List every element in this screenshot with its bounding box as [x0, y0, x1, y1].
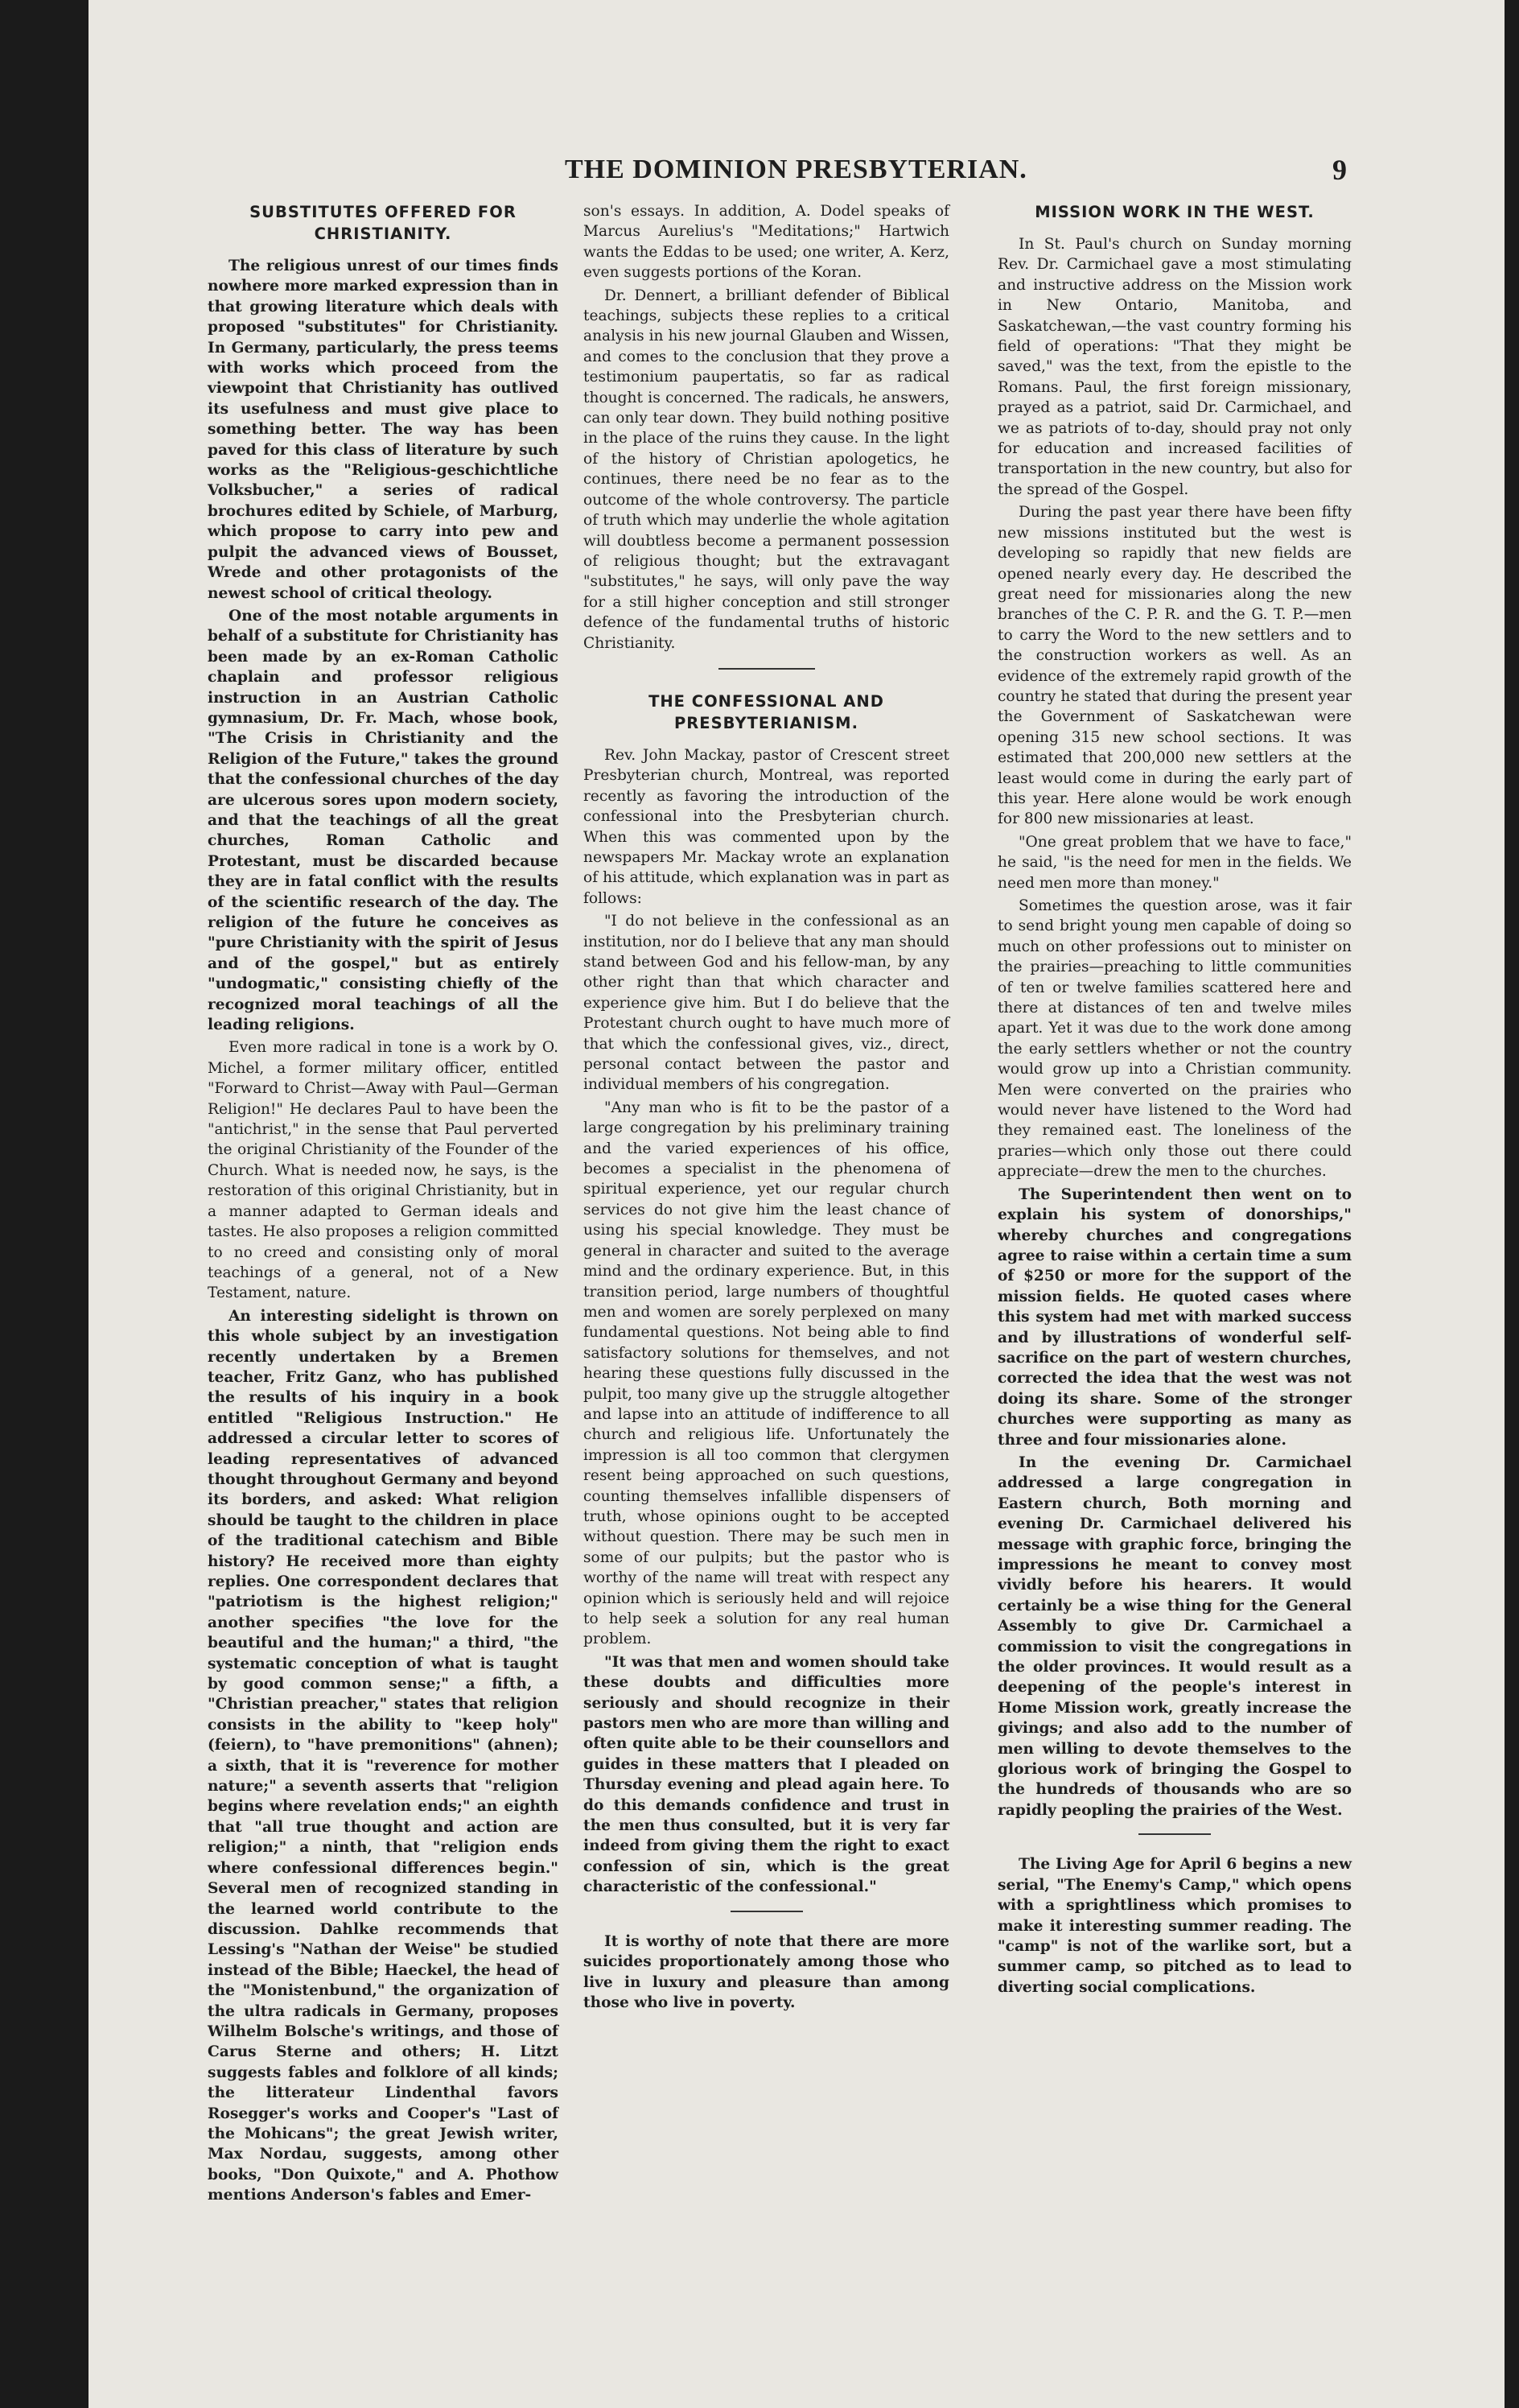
article-paragraph: Even more radical in tone is a work by O. Michel, a former military officer, entitled "Forward to Christ—Away with Paul—German Religion!" He declares Paul to have been the "antichrist," in the sense that Paul perverted the original Christianity of the Founder of the Church. What is needed now, he says, is the restoration of this original Christianity, but in a manner adapted to German ideals and tastes. He also proposes a religion committed to no creed and consisting only of moral teachings of a general, not of a New Testament, nature.: [208, 1039, 558, 1302]
article-paragraph: "Any man who is fit to be the pastor of a large congregation by his preliminary training and the varied experiences of his office, becomes a specialist in the phenomena of spiritual experience, yet our regular church services do not give him the least chance of using his special knowledge. They must be general in character and suited to the average mind and the ordinary experience. But, in this transition period, large numbers of thoughtful men and women are sorely perplexed on many fundamental questions. Not being able to find satisfactory solutions for themselves, and not hearing these questions fully discussed in the pulpit, too many give up the struggle altogether and lapse into an attitude of indifference to all church and religious life. Unfortunately the impression is all too common that clergymen resent being approached on such questions, counting themselves infallible dispensers of truth, whose opinions ought to be accepted without question. There may be such men in some of our pulpits; but the pastor who is worthy of the name will treat with respect any opinion which is seriously held and will rejoice to help seek a solution for any real human problem.: [583, 1099, 949, 1648]
article-paragraph: It is worthy of note that there are more suicides proportionately among those who live in luxury and pleasure than among those who live in poverty.: [583, 1932, 949, 2011]
article-paragraph: "It was that men and women should take these doubts and difficulties more seriously and should recognize in their pastors men who are more than willing and often quite able to be their counsellors and guides in these matters that I pleaded on Thursday evening and plead again here. To do this demands confidence and trust in the men thus consulted, but it is very far indeed from giving them the right to exact confession of sin, which is the great characteristic of the confessional.": [583, 1653, 949, 1896]
running-title: THE DOMINION PRESBYTERIAN.: [565, 155, 1027, 184]
article-paragraph: Dr. Dennert, a brilliant defender of Biblical teachings, subjects these replies to a critical analysis in his new journal Glauben and Wissen, and comes to the conclusion that they prove a testimonium paupertatis, so far as radical thought is concerned. The radicals, he answers, can only tear down. They build nothing positive in the place of the ruins they cause. In the light of the history of Christian apologetics, he continues, there need be no fear as to the outcome of the whole controversy. The particle of truth which may underlie the whole agitation will doubtless become a permanent possession of religious thought; but the extravagant "substitutes," he says, will only pave the way for a still higher conception and still stronger defence of the fundamental truths of historic Christianity.: [583, 287, 949, 652]
article-paragraph: The Superintendent then went on to explain his system of donorships," whereby churches and congregations agree to raise within a certain time a sum of $250 or more for the support of the mission fields. He quoted cases where this system had met with marked success and by illustrations of wonderful self-sacrifice on the part of western churches, corrected the idea that the west was not doing its share. Some of the stronger churches were supporting as many as three and four missionaries alone.: [998, 1185, 1352, 1449]
column-left: [208, 201, 558, 2208]
article-paragraph: The religious unrest of our times finds nowhere more marked expression than in that growing literature which deals with proposed "substitutes" for Christianity. In Germany, particularly, the press teems with works which proceed from the viewpoint that Christianity has outlived its usefulness and must give place to something better. The way has been paved for this class of literature by such works as the "Religious-geschichtliche Volksbucher," a series of radical brochures edited by Schiele, of Marburg, which propose to carry into pew and pulpit the advanced views of Bousset, Wrede and other protagonists of the newest school of critical theology.: [208, 258, 558, 602]
column-right: [998, 201, 1352, 2000]
article-paragraph: Sometimes the question arose, was it fair to send bright young men capable of doing so much on other professions out to minister on the prairies—preaching to little communities of ten or twelve families scattered here and there at distances of ten and twelve miles apart. Yet it was due to the work done among the early settlers whether or not the country would grow up into a Christian community. Men were converted on the prairies who would never have listened to the Word had they remained east. The loneliness of the praries—which only those out there could appreciate—drew the men to the churches.: [998, 897, 1352, 1181]
article-heading-substitutes: SUBSTITUTES OFFERED FOR CHRISTIANITY.: [249, 203, 517, 243]
article-paragraph: One of the most notable arguments in behalf of a substitute for Christianity has been made by an ex-Roman Catholic chaplain and professor religious instruction in an Austrian Catholic gymnasium, Dr. Fr. Mach, whose book, "The Crisis in Christianity and the Religion of the Future," takes the ground that the confessional churches of the day are ulcerous sores upon modern society, and that the teachings of all the great churches, Roman Catholic and Protestant, must be discarded because they are in fatal conflict with the results of the scientific research of the day. The religion of the future he conceives as "pure Christianity with the spirit of Jesus and of the gospel," but as entirely "undogmatic," consisting chiefly of the recognized moral teachings of all the leading religions.: [208, 607, 558, 1034]
article-paragraph: In St. Paul's church on Sunday morning Rev. Dr. Carmichael gave a most stimulating and instructive address on the Mission work in New Ontario, Manitoba, and Saskatchewan,—the vast country forming his field of operations: "That they might be saved," was the text, from the epistle to the Romans. Paul, the first foreign missionary, prayed as a patriot, said Dr. Carmichael, and we as patriots of to-day, should pray not only for education and increased facilities of transportation in the new country, but also for the spread of the Gospel.: [998, 236, 1352, 498]
section-divider: [731, 1911, 803, 1912]
article-paragraph: During the past year there have been fifty new missions instituted but the west is developing so rapidly that new fields are opened nearly every day. He described the great need for missionaries along the new branches of the C. P. R. and the G. T. P.—men to carry the Word to the new settlers and to the construction workers as well. As an evidence of the extremely rapid growth of the country he stated that during the present year the Government of Saskatchewan were opening 315 new school sections. It was estimated that 200,000 new settlers at the least would come in during the early part of this year. Here alone would be work enough for 800 new missionaries at least.: [998, 504, 1352, 828]
newspaper-page: [89, 0, 1505, 2408]
section-divider: [718, 668, 815, 670]
page-number: 9: [1332, 154, 1347, 186]
column-middle: [583, 201, 949, 2015]
article-paragraph: "I do not believe in the confessional as an institution, nor do I believe that any man should stand between God and his fellow-man, by any other right than that which character and experience give him. But I do believe that the Protestant church ought to have much more of that which the confessional gives, viz., direct, personal contact between the pastor and individual members of his congregation.: [583, 913, 949, 1094]
article-paragraph: son's essays. In addition, A. Dodel speaks of Marcus Aurelius's "Meditations;" Hartwich wants the Eddas to be used; one writer, A. Kerz, even suggests portions of the Koran.: [583, 203, 949, 282]
article-paragraph: In the evening Dr. Carmichael addressed a large congregation in Eastern church, Both morning and evening Dr. Carmichael delivered his message with graphic force, bringing the impressions he meant to convey most vividly before his hearers. It would certainly be a wise thing for the General Assembly to give Dr. Carmichael a commission to visit the congregations in the older provinces. It would result as a deepening of the people's interest in Home Mission work, greatly increase the givings; and also add to the number of men willing to devote themselves to the glorious work of bringing the Gospel to the hundreds of thousands who are so rapidly peopling the prairies of the West.: [998, 1453, 1352, 1819]
article-paragraph: Rev. John Mackay, pastor of Crescent street Presbyterian church, Montreal, was reported recently as favoring the introduction of the confessional into the Presbyterian church. When this was commented upon by the newspapers Mr. Mackay wrote an explanation of his attitude, which explanation was in part as follows:: [583, 746, 949, 907]
article-heading-mission: MISSION WORK IN THE WEST.: [1035, 203, 1315, 221]
article-paragraph: "One great problem that we have to face," he said, "is the need for men in the fields. We need men more than money.": [998, 833, 1352, 892]
article-paragraph: An interesting sidelight is thrown on this whole subject by an investigation recently undertaken by a Bremen teacher, Fritz Ganz, who has published the results of his inquiry in a book entitled "Religious Instruction." He addressed a circular letter to scores of leading representatives of advanced thought throughout Germany and beyond its borders, and asked: What religion should be taught to the children in place of the traditional catechism and Bible history? He received more than eighty replies. One correspondent declares that "patriotism is the highest religion;" another specifies "the love for the beautiful and the human;" a third, "the systematic conception of what is taught by good common sense;" a fifth, a "Christian preacher," states that religion consists in the ability to "keep holy" (feiern), to "have premonitions" (ahnen); a sixth, that it is "reverence for mother nature;" a seventh asserts that "religion begins where revelation ends;" an eighth that "all true thought and action are religion;" a ninth, that "religion ends where confessional differences begin." Several men of recognized standing in the learned world contribute to the discussion. Dahlke recommends that Lessing's "Nathan der Weise" be studied instead of the Bible; Haeckel, the head of the "Monistenbund," the organization of the ultra radicals in Germany, proposes Wilhelm Bolsche's writings, and those of Carus Sterne and others; H. Litzt suggests fables and folklore of all kinds; the litterateur Lindenthal favors Rosegger's works and Cooper's "Last of the Mohicans"; the great Jewish writer, Max Nordau, suggests, among other books, "Don Quixote," and A. Phothow mentions Anderson's fables and Emer-: [208, 1307, 558, 2204]
section-divider: [1138, 1833, 1211, 1835]
article-heading-confessional: THE CONFESSIONAL AND PRESBYTERIANISM.: [648, 691, 884, 732]
article-paragraph: The Living Age for April 6 begins a new serial, "The Enemy's Camp," which opens with a sprightliness which promises to make it interesting summer reading. The "camp" is not of the warlike sort, but a summer camp, so pitched as to lead to diverting social complications.: [998, 1856, 1352, 1996]
